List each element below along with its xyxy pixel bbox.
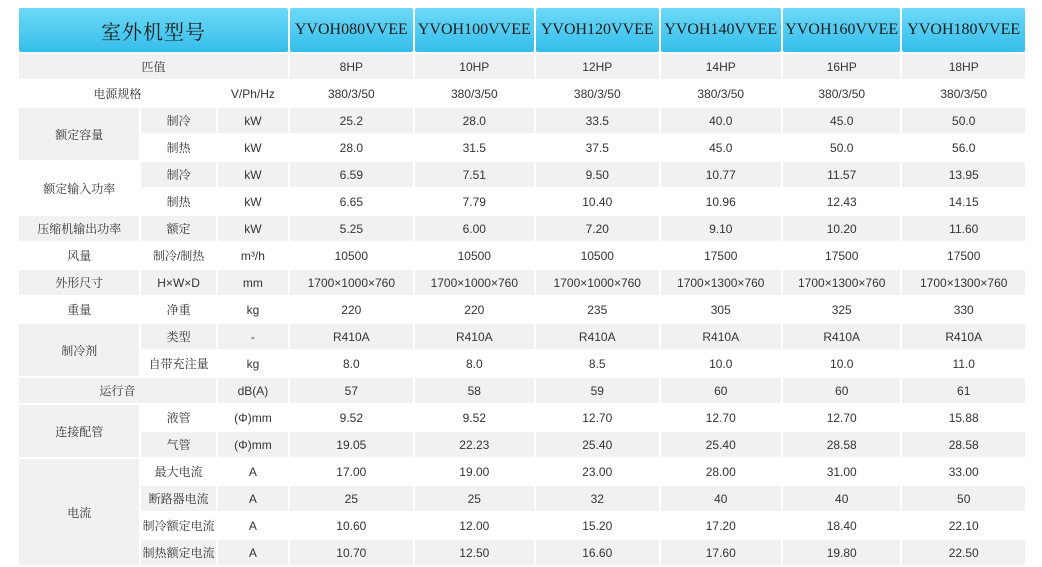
row-sub-label: 净重	[141, 297, 215, 322]
cell-value: 22.23	[415, 432, 534, 457]
model-header: YVOH100VVEE	[415, 8, 534, 52]
cell-value: 17.20	[661, 513, 781, 538]
table-row	[19, 351, 1025, 376]
cell-value: 31.00	[783, 459, 900, 484]
table-row	[19, 459, 1025, 484]
cell-value: 10.77	[661, 162, 781, 187]
model-header: YVOH120VVEE	[536, 8, 658, 52]
cell-value: 33.5	[536, 108, 658, 133]
cell-value: 7.51	[415, 162, 534, 187]
row-sub-label: 制冷	[141, 162, 215, 187]
cell-value: 10500	[415, 243, 534, 268]
row-sub-label: 制冷/制热	[141, 243, 215, 268]
row-unit: A	[218, 486, 288, 511]
cell-value: 8.0	[415, 351, 534, 376]
row-sub-label: 制热	[141, 135, 215, 160]
cell-value: 8HP	[290, 54, 412, 79]
model-header: YVOH160VVEE	[783, 8, 900, 52]
table-row	[19, 135, 1025, 160]
table-row	[19, 486, 1025, 511]
row-unit: A	[218, 513, 288, 538]
cell-value: 380/3/50	[783, 81, 900, 106]
row-sub-label: 液管	[141, 405, 215, 430]
cell-value: 12.70	[661, 405, 781, 430]
row-unit: kW	[218, 108, 288, 133]
row-unit: kg	[218, 297, 288, 322]
table-row	[19, 162, 1025, 187]
cell-value: 9.50	[536, 162, 658, 187]
cell-value: 15.20	[536, 513, 658, 538]
cell-value: 220	[415, 297, 534, 322]
cell-value: 1700×1000×760	[415, 270, 534, 295]
cell-value: 10.0	[783, 351, 900, 376]
cell-value: 17500	[902, 243, 1025, 268]
cell-value: 32	[536, 486, 658, 511]
cell-value: 23.00	[536, 459, 658, 484]
cell-value: 14HP	[661, 54, 781, 79]
cell-value: 12.50	[415, 540, 534, 565]
cell-value: 59	[536, 378, 658, 403]
cell-value: 40	[661, 486, 781, 511]
model-header: YVOH080VVEE	[290, 8, 412, 52]
row-group-label: 额定容量	[19, 108, 139, 160]
cell-value: R410A	[536, 324, 658, 349]
cell-value: 57	[290, 378, 412, 403]
cell-value: 58	[415, 378, 534, 403]
model-header: YVOH180VVEE	[902, 8, 1025, 52]
row-sub-label: 额定	[141, 216, 215, 241]
cell-value: 28.58	[783, 432, 900, 457]
cell-value: 1700×1000×760	[536, 270, 658, 295]
cell-value: 220	[290, 297, 412, 322]
cell-value: 50	[902, 486, 1025, 511]
table-row	[19, 243, 1025, 268]
cell-value: 10.40	[536, 189, 658, 214]
cell-value: 33.00	[902, 459, 1025, 484]
cell-value: R410A	[783, 324, 900, 349]
cell-value: R410A	[902, 324, 1025, 349]
cell-value: 60	[783, 378, 900, 403]
header-corner-title: 室外机型号	[19, 8, 288, 52]
row-unit: kW	[218, 162, 288, 187]
cell-value: 6.00	[415, 216, 534, 241]
cell-value: 28.0	[415, 108, 534, 133]
table-row	[19, 216, 1025, 241]
cell-value: 11.57	[783, 162, 900, 187]
cell-value: 37.5	[536, 135, 658, 160]
cell-value: 15.88	[902, 405, 1025, 430]
table-row	[19, 54, 1025, 79]
cell-value: 25.40	[661, 432, 781, 457]
cell-value: 11.60	[902, 216, 1025, 241]
table-row	[19, 513, 1025, 538]
cell-value: 10.0	[661, 351, 781, 376]
cell-value: 19.80	[783, 540, 900, 565]
row-unit: A	[218, 459, 288, 484]
row-sub-label: 制冷	[141, 108, 215, 133]
spec-table-container	[17, 6, 1027, 567]
cell-value: 25.40	[536, 432, 658, 457]
row-unit: kW	[218, 189, 288, 214]
row-unit: m³/h	[218, 243, 288, 268]
row-sub-label: H×W×D	[141, 270, 215, 295]
model-header: YVOH140VVEE	[661, 8, 781, 52]
cell-value: 18.40	[783, 513, 900, 538]
cell-value: R410A	[415, 324, 534, 349]
row-sub-label: 制冷额定电流	[141, 513, 215, 538]
cell-value: 380/3/50	[415, 81, 534, 106]
cell-value: 6.59	[290, 162, 412, 187]
cell-value: 9.52	[290, 405, 412, 430]
cell-value: 17.00	[290, 459, 412, 484]
cell-value: 5.25	[290, 216, 412, 241]
cell-value: 61	[902, 378, 1025, 403]
cell-value: 56.0	[902, 135, 1025, 160]
cell-value: 1700×1300×760	[783, 270, 900, 295]
row-unit: -	[218, 324, 288, 349]
cell-value: 16.60	[536, 540, 658, 565]
cell-value: 17.60	[661, 540, 781, 565]
cell-value: 16HP	[783, 54, 900, 79]
row-sub-label: 制热	[141, 189, 215, 214]
row-sub-label: 断路器电流	[141, 486, 215, 511]
cell-value: 19.05	[290, 432, 412, 457]
cell-value: 305	[661, 297, 781, 322]
row-sub-label: 最大电流	[141, 459, 215, 484]
cell-value: R410A	[661, 324, 781, 349]
cell-value: 380/3/50	[290, 81, 412, 106]
cell-value: 9.10	[661, 216, 781, 241]
table-row	[19, 297, 1025, 322]
row-group-label: 电流	[19, 459, 139, 565]
cell-value: 10.20	[783, 216, 900, 241]
row-unit: mm	[218, 270, 288, 295]
cell-value: 12.70	[783, 405, 900, 430]
cell-value: 45.0	[661, 135, 781, 160]
cell-value: 380/3/50	[536, 81, 658, 106]
row-group-label: 重量	[19, 297, 139, 322]
cell-value: R410A	[290, 324, 412, 349]
cell-value: 9.52	[415, 405, 534, 430]
row-label: 匹值	[19, 54, 288, 79]
cell-value: 11.0	[902, 351, 1025, 376]
table-row	[19, 270, 1025, 295]
cell-value: 325	[783, 297, 900, 322]
cell-value: 10500	[290, 243, 412, 268]
row-group-label: 制冷剂	[19, 324, 139, 376]
table-row	[19, 405, 1025, 430]
cell-value: 1700×1000×760	[290, 270, 412, 295]
row-sub-label: 制热额定电流	[141, 540, 215, 565]
cell-value: 22.10	[902, 513, 1025, 538]
spec-table	[17, 6, 1027, 567]
cell-value: 7.20	[536, 216, 658, 241]
cell-value: 40.0	[661, 108, 781, 133]
cell-value: 28.58	[902, 432, 1025, 457]
cell-value: 380/3/50	[661, 81, 781, 106]
cell-value: 45.0	[783, 108, 900, 133]
cell-value: 12HP	[536, 54, 658, 79]
cell-value: 19.00	[415, 459, 534, 484]
table-row	[19, 81, 1025, 106]
row-sub-label: 气管	[141, 432, 215, 457]
cell-value: 18HP	[902, 54, 1025, 79]
cell-value: 12.43	[783, 189, 900, 214]
cell-value: 10.60	[290, 513, 412, 538]
cell-value: 50.0	[783, 135, 900, 160]
row-group-label: 风量	[19, 243, 139, 268]
row-unit: kW	[218, 216, 288, 241]
cell-value: 235	[536, 297, 658, 322]
cell-value: 7.79	[415, 189, 534, 214]
row-sub-label: 自带充注量	[141, 351, 215, 376]
row-group-label: 压缩机输出功率	[19, 216, 139, 241]
row-sub-label: 类型	[141, 324, 215, 349]
row-unit: A	[218, 540, 288, 565]
row-unit: dB(A)	[218, 378, 288, 403]
row-label: 运行音	[19, 378, 216, 403]
cell-value: 25	[290, 486, 412, 511]
cell-value: 17500	[783, 243, 900, 268]
cell-value: 1700×1300×760	[661, 270, 781, 295]
cell-value: 25.2	[290, 108, 412, 133]
cell-value: 8.0	[290, 351, 412, 376]
cell-value: 25	[415, 486, 534, 511]
cell-value: 50.0	[902, 108, 1025, 133]
table-row	[19, 324, 1025, 349]
table-row	[19, 378, 1025, 403]
row-group-label: 额定输入功率	[19, 162, 139, 214]
cell-value: 10500	[536, 243, 658, 268]
cell-value: 28.00	[661, 459, 781, 484]
row-group-label: 连接配管	[19, 405, 139, 457]
cell-value: 31.5	[415, 135, 534, 160]
cell-value: 6.65	[290, 189, 412, 214]
cell-value: 28.0	[290, 135, 412, 160]
cell-value: 40	[783, 486, 900, 511]
table-row	[19, 189, 1025, 214]
row-unit: kW	[218, 135, 288, 160]
cell-value: 8.5	[536, 351, 658, 376]
table-row	[19, 108, 1025, 133]
row-unit: V/Ph/Hz	[218, 81, 288, 106]
cell-value: 330	[902, 297, 1025, 322]
cell-value: 60	[661, 378, 781, 403]
cell-value: 17500	[661, 243, 781, 268]
cell-value: 22.50	[902, 540, 1025, 565]
cell-value: 12.70	[536, 405, 658, 430]
cell-value: 380/3/50	[902, 81, 1025, 106]
table-row	[19, 432, 1025, 457]
row-unit: kg	[218, 351, 288, 376]
row-unit: (Φ)mm	[218, 405, 288, 430]
cell-value: 10.70	[290, 540, 412, 565]
cell-value: 13.95	[902, 162, 1025, 187]
row-unit: (Φ)mm	[218, 432, 288, 457]
header-row	[19, 8, 1025, 52]
cell-value: 12.00	[415, 513, 534, 538]
cell-value: 10.96	[661, 189, 781, 214]
cell-value: 1700×1300×760	[902, 270, 1025, 295]
row-group-label: 外形尺寸	[19, 270, 139, 295]
cell-value: 10HP	[415, 54, 534, 79]
cell-value: 14.15	[902, 189, 1025, 214]
row-label: 电源规格	[19, 81, 216, 106]
table-row	[19, 540, 1025, 565]
